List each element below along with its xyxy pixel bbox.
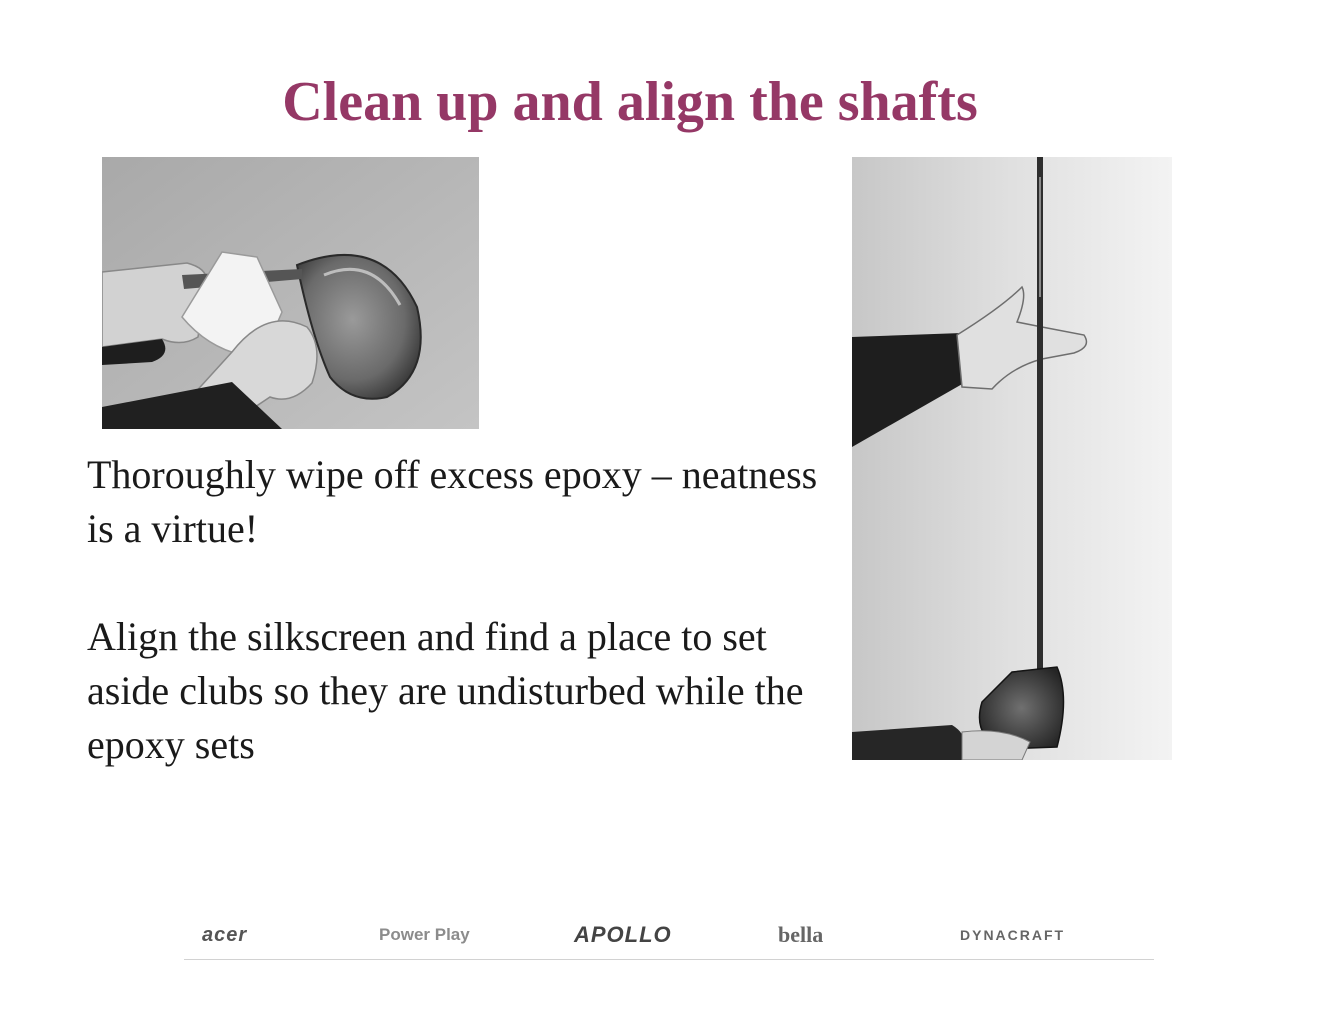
logo-divider <box>184 959 1154 960</box>
apollo-logo: APOLLO <box>574 922 672 947</box>
instructions-text <box>87 448 847 772</box>
slide-title: Clean up and align the shafts <box>282 71 978 133</box>
sponsor-logo-strip <box>184 915 1154 955</box>
aligning-shaft-photo <box>852 157 1172 760</box>
paragraph-wipe-epoxy: Thoroughly wipe off excess epoxy – neatness is a virtue! <box>87 452 818 551</box>
paragraph-align-silkscreen: Align the silkscreen and find a place to set aside clubs so they are undisturbed while the epoxy sets <box>87 614 804 767</box>
acer-logo: acer <box>202 923 248 946</box>
bella-logo: bella <box>778 922 824 947</box>
power-play-logo: Power Play <box>379 925 470 944</box>
dynacraft-logo: DYNACRAFT <box>960 927 1066 943</box>
wiping-clubhead-photo <box>102 157 479 429</box>
